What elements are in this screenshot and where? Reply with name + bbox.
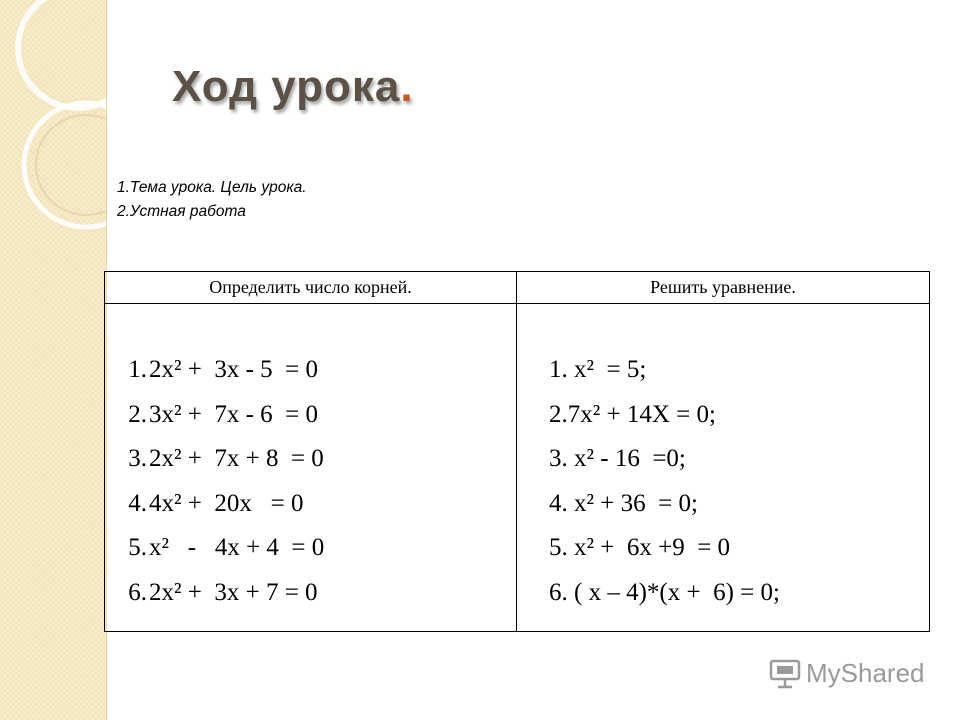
equations-table (104, 271, 930, 632)
right-column (517, 304, 930, 632)
agenda (117, 176, 307, 224)
presentation-icon (768, 656, 802, 690)
list-item: 6. ( x – 4)*(x + 6) = 0; (549, 578, 780, 606)
header-count-roots: Определить число корней. (105, 272, 517, 304)
myshared-watermark (768, 656, 925, 690)
left-column (105, 304, 517, 632)
root-count-list (105, 304, 516, 616)
list-item: 1. 2x² + 3x - 5 = 0 (128, 356, 319, 383)
header-solve-equation: Решить уравнение. (517, 272, 930, 304)
agenda-item: 1.Тема урока. Цель урока. (117, 179, 307, 196)
list-item: 2.7x² + 14X = 0; (549, 400, 716, 428)
watermark-text: MyShared (806, 657, 925, 688)
slide-title-text: Ход урока (172, 62, 401, 111)
slide-title (172, 62, 414, 112)
list-item: 4. x² + 36 = 0; (549, 489, 698, 517)
list-item: 6. 2x² + 3x + 7 = 0 (128, 578, 318, 606)
list-item: 3. x² - 16 =0; (549, 445, 686, 473)
title-dot: . (400, 62, 414, 111)
list-item: 3. 2x² + 7x + 8 = 0 (128, 445, 324, 473)
solve-list (517, 304, 929, 616)
list-item: 1. x² = 5; (549, 356, 647, 383)
decorative-circles (0, 0, 106, 720)
list-item: 5. x² + 6x +9 = 0 (549, 534, 731, 562)
list-item: 5. x² - 4x + 4 = 0 (128, 534, 325, 562)
decorative-side-strip (0, 0, 107, 720)
list-item: 2. 3x² + 7x - 6 = 0 (128, 400, 319, 428)
agenda-item: 2.Устная работа (117, 203, 246, 220)
list-item: 4. 4x² + 20x = 0 (128, 489, 304, 517)
